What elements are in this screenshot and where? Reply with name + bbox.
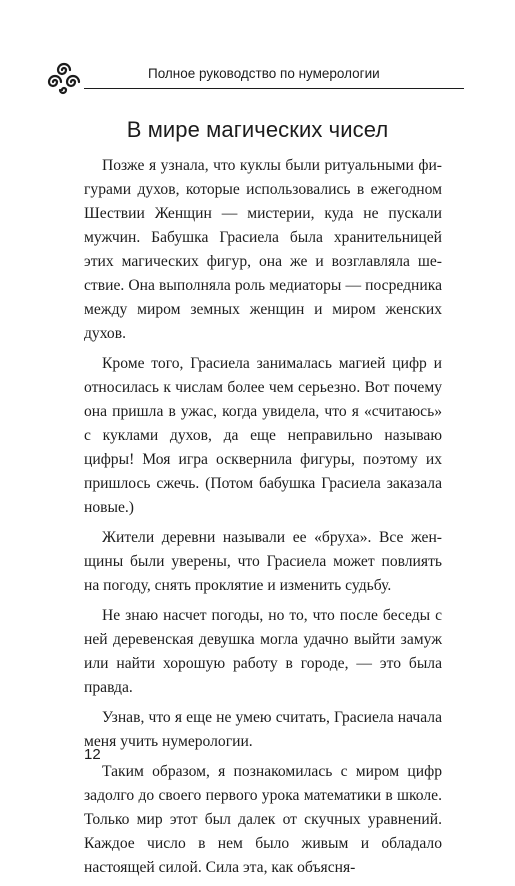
paragraph: Позже я узнала, что куклы были ритуальными фигурами духов, которые использовались в ежегодном Шествии Женщин — мистерии, куда не пускали мужчин. Бабушка Грасиела была хранительницей этих магических фигур, она же и возглавляла шествие. Она выполняла роль медиаторы — посредника между миром земных женщин и миром женских духов. — [84, 157, 442, 342]
paragraph: Жители деревни называли ее «бруха». Все женщины были уверены, что Грасиела может повлиять на погоду, снять проклятие и изменить судьбу. — [84, 529, 442, 594]
body-text — [84, 154, 442, 886]
paragraph: Не знаю насчет погоды, но то, что после беседы с ней деревенская девушка могла удачно выйти замуж или найти хорошую работу в городе, — это была правда. — [84, 607, 442, 696]
running-head-title: Полное руководство по нумерологии — [148, 66, 380, 81]
header-divider — [84, 88, 464, 89]
paragraph: Кроме того, Грасиела занималась магией цифр и относилась к числам более чем серьезно. Вот почему она пришла в ужас, когда увидела, что я «считаюсь» с куклами духов, да еще неправильно называю цифры! Моя игра осквернила фигуры, поэтому их пришлось сжечь. (Потом бабушка Грасиела заказала новые.) — [84, 355, 442, 516]
triple-spiral-icon — [44, 60, 84, 96]
page-number: 12 — [84, 746, 101, 763]
chapter-title: В мире магических чисел — [126, 117, 389, 142]
page-header — [44, 58, 464, 98]
paragraph: Узнав, что я еще не умею считать, Грасиела начала меня учить нумерологии. — [84, 709, 442, 750]
paragraph: Таким образом, я познакомилась с миром цифр задолго до своего первого урока математики в школе. Только мир этот был далек от скучных уравнений. Каждое число в нем было живым и обладало настоящей силой. Сила эта, как объясня- — [84, 763, 442, 876]
